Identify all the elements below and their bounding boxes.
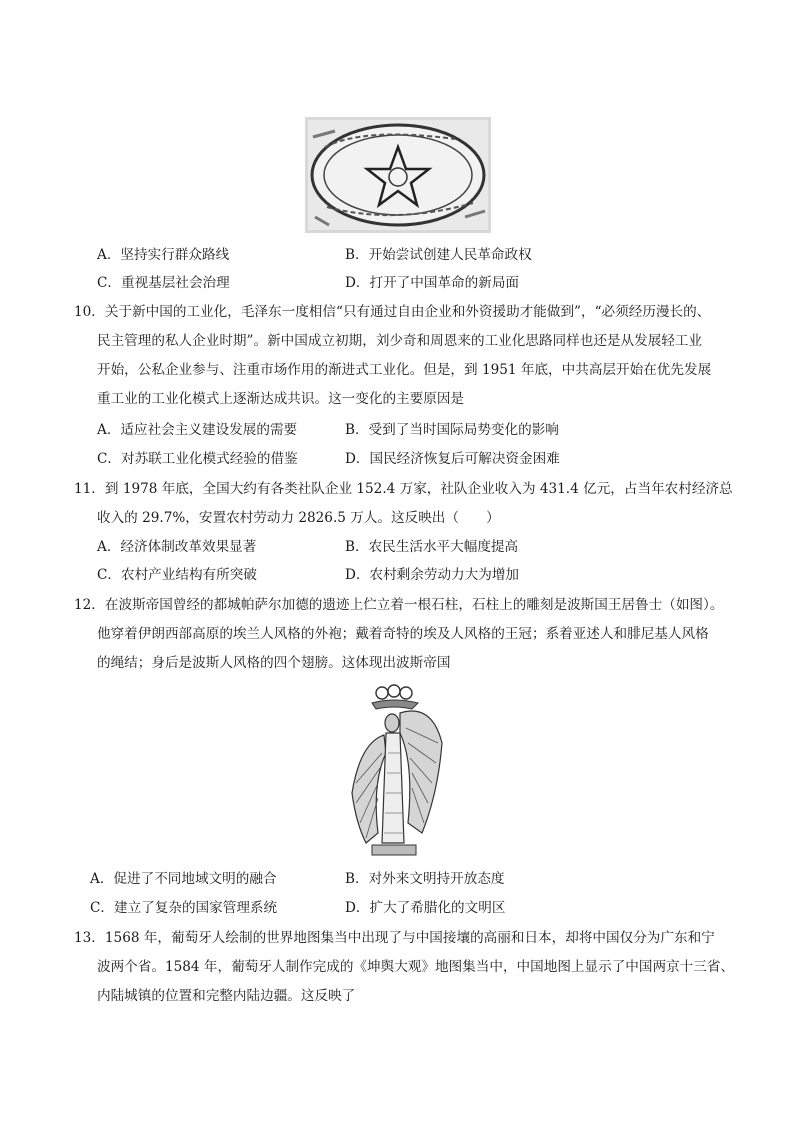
option-letter: B．	[345, 871, 369, 887]
q13-line-1	[74, 928, 715, 948]
question-number: 11．	[74, 481, 105, 497]
option-text: 建立了复杂的国家管理系统	[114, 900, 278, 916]
option-letter: A．	[90, 871, 114, 887]
q10-option-a	[97, 420, 297, 440]
stamp-seal-image	[305, 117, 491, 233]
option-letter: C．	[97, 451, 121, 467]
option-text: 打开了中国革命的新局面	[369, 275, 520, 291]
option-text: 农村剩余劳动力大为增加	[369, 567, 520, 583]
q11-line-2: 收入的 29.7%，安置农村劳动力 2826.5 万人。这反映出（ ）	[97, 510, 500, 526]
option-letter: D．	[345, 567, 370, 583]
option-letter: A．	[97, 247, 121, 263]
q13-line-3: 内陆城镇的位置和完整内陆边疆。这反映了	[97, 988, 356, 1004]
winged-figure-relief-image	[342, 683, 448, 861]
q9-option-d	[345, 273, 519, 293]
option-letter: D．	[345, 451, 370, 467]
option-letter: A．	[97, 539, 121, 555]
option-letter: B．	[345, 422, 369, 438]
q10-option-d	[345, 449, 560, 469]
option-text: 开始尝试创建人民革命政权	[368, 247, 532, 263]
option-letter: B．	[345, 247, 369, 263]
option-letter: C．	[97, 567, 121, 583]
q12-option-b	[345, 869, 505, 889]
option-letter: D．	[345, 275, 370, 291]
question-text: 1568 年，葡萄牙人绘制的世界地图集当中出现了与中国接壤的高丽和日本，却将中国仅分为广东和宁	[104, 930, 715, 946]
option-text: 促进了不同地域文明的融合	[113, 871, 277, 887]
q12-option-d	[345, 898, 505, 918]
option-text: 坚持实行群众路线	[120, 247, 230, 263]
option-text: 对苏联工业化模式经验的借鉴	[121, 451, 298, 467]
winged-figure-icon	[342, 683, 448, 861]
q12-option-c	[90, 898, 277, 918]
option-text: 经济体制改革效果显著	[120, 539, 257, 555]
q12-line-3: 的绳结；身后是波斯人风格的四个翅膀。这体现出波斯帝国	[97, 655, 451, 671]
q9-option-b	[345, 245, 532, 265]
q13-line-2: 波两个省。1584 年，葡萄牙人制作完成的《坤舆大观》地图集当中，中国地图上显示了中国两京十三省、	[97, 959, 735, 975]
option-text: 重视基层社会治理	[121, 275, 230, 291]
option-text: 受到了当时国际局势变化的影响	[368, 422, 559, 438]
option-letter: C．	[90, 900, 114, 916]
question-number: 13．	[74, 930, 105, 946]
option-letter: D．	[345, 900, 370, 916]
q11-option-b	[345, 537, 518, 557]
option-text: 扩大了希腊化的文明区	[369, 900, 506, 916]
q10-line-3: 开始，公私企业参与、注重市场作用的渐进式工业化。但是，到 1951 年底，中共高层开始在优先发展	[97, 362, 712, 378]
option-letter: C．	[97, 275, 121, 291]
q10-line-1	[74, 302, 710, 322]
option-text: 农村产业结构有所突破	[121, 567, 257, 583]
q10-option-b	[345, 420, 559, 440]
q12-line-1	[74, 595, 723, 615]
option-letter: B．	[345, 539, 369, 555]
q11-option-a	[97, 537, 256, 557]
q12-line-2: 他穿着伊朗西部高原的埃兰人风格的外袍；戴着奇特的埃及人风格的王冠；系着亚述人和腓尼基人风格	[97, 626, 709, 642]
q11-line-1	[74, 479, 733, 499]
option-text: 适应社会主义建设发展的需要	[120, 422, 298, 438]
q9-option-c	[97, 273, 230, 293]
option-text: 对外来文明持开放态度	[368, 871, 505, 887]
option-text: 国民经济恢复后可解决资金困难	[369, 451, 560, 467]
question-text: 在波斯帝国曾经的都城帕萨尔加德的遗迹上伫立着一根石柱，石柱上的雕刻是波斯国王居鲁士（如图）。	[104, 597, 724, 613]
question-number: 12．	[74, 597, 105, 613]
question-text: 到 1978 年底，全国大约有各类社队企业 152.4 万家，社队企业收入为 431.4 亿元，占当年农村经济总	[104, 481, 733, 497]
q12-option-a	[90, 869, 277, 889]
stamp-seal-icon	[305, 117, 491, 233]
option-text: 农民生活水平大幅度提高	[368, 539, 519, 555]
question-number: 10．	[74, 304, 105, 320]
q10-line-4: 重工业的工业化模式上逐渐达成共识。这一变化的主要原因是	[97, 391, 465, 407]
question-text: 关于新中国的工业化，毛泽东一度相信“只有通过自由企业和外资援助才能做到”，“必须经历漫长的、	[104, 304, 711, 320]
q11-option-d	[345, 565, 519, 585]
option-letter: A．	[97, 422, 121, 438]
q10-line-2: 民主管理的私人企业时期”。新中国成立初期，刘少奇和周恩来的工业化思路同样也还是从发展轻工业	[97, 333, 703, 349]
q9-option-a	[97, 245, 229, 265]
q11-option-c	[97, 565, 257, 585]
q10-option-c	[97, 449, 298, 469]
